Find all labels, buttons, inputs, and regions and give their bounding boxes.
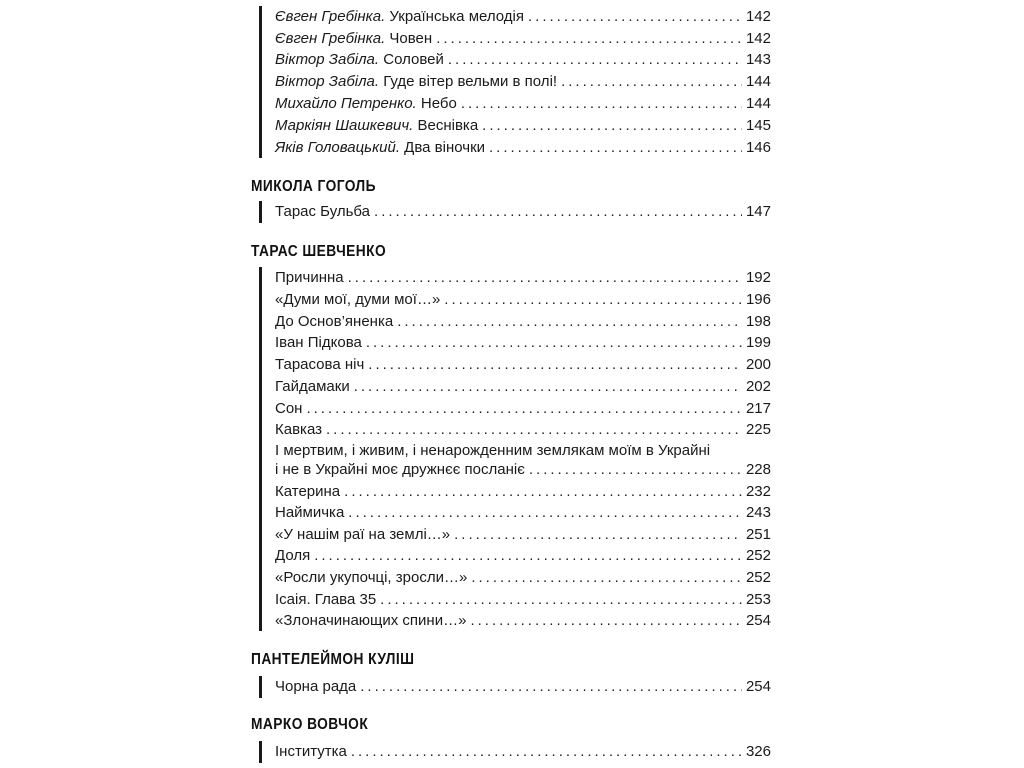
dot-leader	[354, 376, 742, 398]
entry-page-number: 200	[745, 356, 771, 373]
dot-leader	[306, 398, 742, 420]
toc-entry	[275, 567, 771, 589]
toc-entry	[275, 201, 771, 223]
entry-work: Човен	[385, 30, 433, 47]
dot-leader	[528, 6, 742, 28]
entry-page-number: 217	[745, 400, 771, 417]
entry-page-number: 144	[745, 73, 771, 90]
dot-leader	[436, 28, 742, 50]
entry-page-number: 253	[745, 591, 771, 608]
toc-entry	[275, 354, 771, 376]
entry-page-number: 142	[745, 8, 771, 25]
toc-entry	[275, 610, 771, 632]
toc-entry	[275, 6, 771, 28]
toc-entry	[275, 311, 771, 333]
dot-leader	[529, 459, 742, 481]
entry-title	[275, 93, 457, 115]
entry-page-number: 198	[745, 313, 771, 330]
entry-title	[275, 6, 524, 28]
dot-leader	[368, 354, 742, 376]
entry-page-number: 146	[745, 139, 771, 156]
entry-title-line: І мертвим, і живим, і ненарожденним землякам моїм в Украйні	[275, 442, 711, 459]
entry-author: Євген Гребінка.	[275, 30, 386, 47]
toc-entry	[275, 115, 771, 137]
dot-leader	[380, 589, 742, 611]
toc-entry	[275, 267, 771, 289]
entry-page-number: 254	[745, 612, 771, 629]
entry-page-number: 192	[745, 269, 771, 286]
entry-page-number: 145	[745, 117, 771, 134]
section-bar	[259, 6, 262, 158]
entry-page-number: 142	[745, 30, 771, 47]
section-bar	[259, 676, 262, 698]
entry-title: Кавказ	[275, 421, 322, 438]
entry-title: Гайдамаки	[275, 378, 350, 395]
entry-title: «Росли укупочці, зросли…»	[275, 569, 468, 586]
entry-page-number: 199	[745, 334, 771, 351]
toc-entry	[275, 676, 771, 698]
toc-entry	[275, 524, 771, 546]
entry-author: Михайло Петренко.	[275, 95, 417, 112]
author-heading: МАРКО ВОВЧОК	[251, 716, 369, 733]
toc-entry	[275, 332, 771, 354]
section-bar	[259, 741, 262, 763]
entry-work: Українська мелодія	[385, 8, 524, 25]
dot-leader	[561, 71, 742, 93]
entry-author: Віктор Забіла.	[275, 73, 380, 90]
toc-entry	[275, 545, 771, 567]
entry-title: Катерина	[275, 483, 341, 500]
entry-title	[275, 137, 485, 159]
dot-leader	[348, 267, 742, 289]
entry-work: Небо	[416, 95, 457, 112]
toc-entry	[275, 589, 771, 611]
entry-work: Веснівка	[413, 117, 479, 134]
dot-leader	[326, 419, 742, 441]
entry-title: До Основ’яненка	[275, 313, 394, 330]
dot-leader	[448, 49, 742, 71]
entry-work: Гуде вітер вельми в полі!	[379, 73, 558, 90]
toc-entry	[275, 441, 771, 481]
dot-leader	[489, 137, 742, 159]
dot-leader	[444, 289, 742, 311]
entry-page-number: 196	[745, 291, 771, 308]
entry-page-number: 243	[745, 504, 771, 521]
entry-author: Євген Гребінка.	[275, 8, 386, 25]
dot-leader	[366, 332, 742, 354]
entry-page-number: 202	[745, 378, 771, 395]
dot-leader	[344, 481, 742, 503]
toc-entry	[275, 398, 771, 420]
toc-entry	[275, 49, 771, 71]
entry-title: «У нашім раї на землі…»	[275, 526, 451, 543]
toc-entry	[275, 289, 771, 311]
entry-title: Сон	[275, 400, 303, 417]
toc-entry	[275, 741, 771, 763]
entry-title	[275, 49, 444, 71]
author-heading: ТАРАС ШЕВЧЕНКО	[251, 243, 387, 260]
dot-leader	[314, 545, 742, 567]
toc-entry	[275, 137, 771, 159]
toc-entry	[275, 481, 771, 503]
entry-title	[275, 71, 557, 93]
entry-work: Два віночки	[400, 139, 486, 156]
entry-page-number: 232	[745, 483, 771, 500]
toc-entry	[275, 419, 771, 441]
section-bar	[259, 201, 262, 223]
entry-title: Наймичка	[275, 504, 345, 521]
entry-title	[275, 115, 478, 137]
dot-leader	[374, 201, 742, 223]
entry-author: Віктор Забіла.	[275, 51, 380, 68]
dot-leader	[482, 115, 742, 137]
entry-page-number: 143	[745, 51, 771, 68]
dot-leader	[470, 610, 742, 632]
entry-title: Тарас Бульба	[275, 203, 371, 220]
entry-page-number: 326	[745, 743, 771, 760]
entry-title: Тарасова ніч	[275, 356, 365, 373]
dot-leader	[360, 676, 742, 698]
dot-leader	[471, 567, 742, 589]
entry-page-number: 254	[745, 678, 771, 695]
author-heading: ПАНТЕЛЕЙМОН КУЛІШ	[251, 651, 415, 668]
dot-leader	[397, 311, 742, 333]
entry-title: і не в Украйні моє дружнєє посланіє	[275, 461, 525, 478]
toc-entry	[275, 93, 771, 115]
entry-title: Ісаія. Глава 35	[275, 591, 377, 608]
entry-author: Маркіян Шашкевич.	[275, 117, 414, 134]
entry-work: Соловей	[379, 51, 444, 68]
entry-title: Причинна	[275, 269, 344, 286]
entry-title: «Злоначинающих спини…»	[275, 612, 467, 629]
entry-title: «Думи мої, думи мої…»	[275, 291, 441, 308]
entry-page-number: 147	[745, 203, 771, 220]
entry-page-number: 252	[745, 569, 771, 586]
entry-title: Чорна рада	[275, 678, 357, 695]
entry-page-number: 144	[745, 95, 771, 112]
toc-entry	[275, 28, 771, 50]
toc-entry	[275, 502, 771, 524]
entry-title: Інститутка	[275, 743, 347, 760]
toc-entry	[275, 71, 771, 93]
dot-leader	[454, 524, 742, 546]
dot-leader	[348, 502, 742, 524]
dot-leader	[351, 741, 742, 763]
section-bar	[259, 267, 262, 631]
entry-page-number: 252	[745, 547, 771, 564]
toc-entry	[275, 376, 771, 398]
entry-title: Іван Підкова	[275, 334, 362, 351]
entry-page-number: 225	[745, 421, 771, 438]
entry-title	[275, 28, 432, 50]
entry-author: Яків Головацький.	[275, 139, 401, 156]
entry-page-number: 251	[745, 526, 771, 543]
author-heading: МИКОЛА ГОГОЛЬ	[251, 178, 376, 195]
dot-leader	[461, 93, 742, 115]
entry-page-number: 228	[745, 461, 771, 478]
entry-title: Доля	[275, 547, 311, 564]
